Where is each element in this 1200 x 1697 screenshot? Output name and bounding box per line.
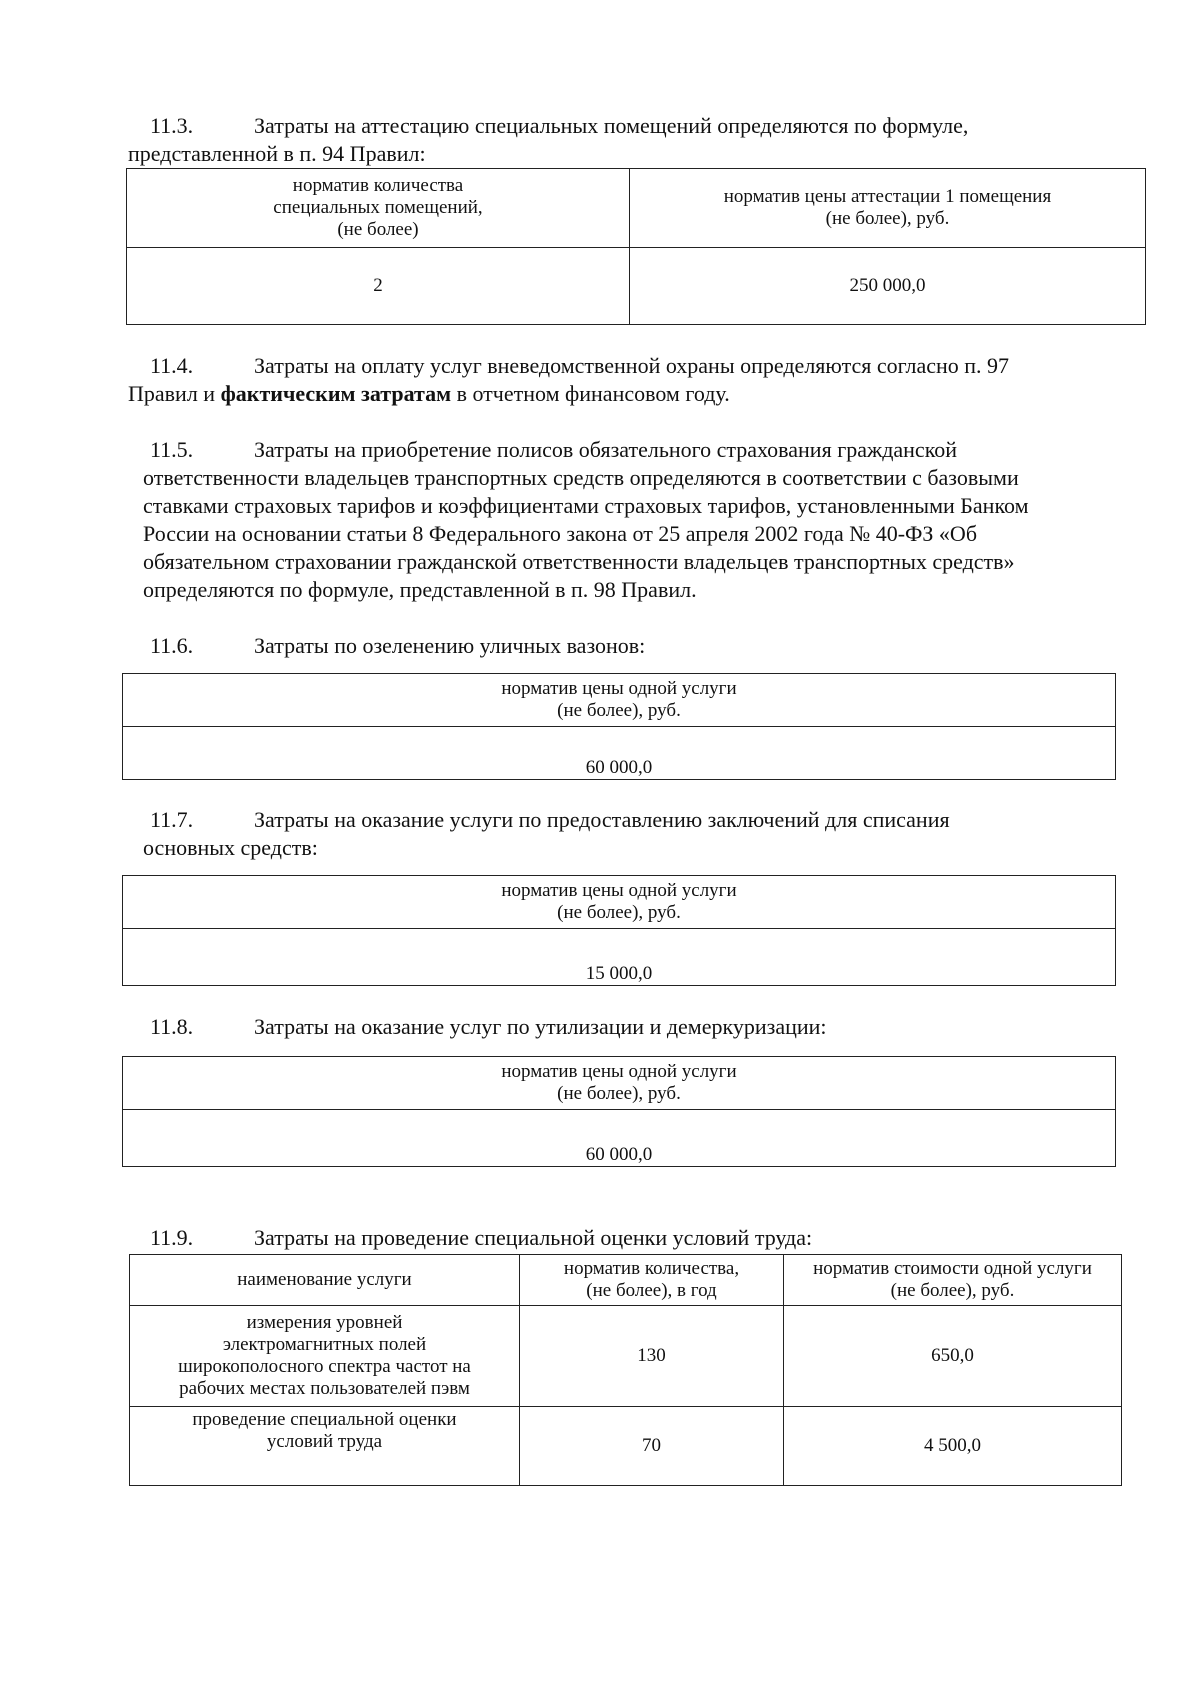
header-line: норматив цены одной услуги — [501, 678, 737, 699]
cell-line: электромагнитных полей — [222, 1334, 427, 1355]
section-11-5 — [143, 436, 1121, 604]
price-cell: 650,0 — [784, 1306, 1122, 1407]
paragraph-line: Затраты на оплату услуг вневедомственной охраны определяются согласно п. 97 — [254, 353, 1010, 378]
table-11-7 — [122, 875, 1116, 986]
paragraph-line: представленной в п. 94 Правил: — [128, 141, 426, 166]
header-line: специальных помещений, — [273, 197, 483, 218]
section-number: 11.6. — [150, 633, 194, 658]
header-line: (не более), руб. — [825, 208, 950, 229]
header-cell — [123, 1057, 1116, 1110]
text-run: в отчетном финансовом году. — [451, 381, 730, 406]
section-title: Затраты на проведение специальной оценки условий труда: — [254, 1225, 813, 1250]
paragraph-line: определяются по формуле, представленной в п. 98 Правил. — [143, 577, 697, 602]
header-cell — [127, 169, 630, 248]
qty-cell: 70 — [520, 1407, 784, 1486]
paragraph-text — [128, 1224, 1121, 1252]
name-cell — [130, 1407, 520, 1486]
bold-text-run: фактическим затратам — [220, 381, 452, 406]
text-run: Правил и — [128, 381, 221, 406]
header-cell — [784, 1255, 1122, 1306]
paragraph-text — [128, 112, 1121, 140]
header-line: (не более), в год — [586, 1280, 717, 1301]
cell-line: рабочих местах пользователей пэвм — [179, 1378, 470, 1399]
value-cell: 60 000,0 — [123, 1110, 1116, 1167]
section-11-3 — [128, 112, 1121, 168]
paragraph-line: Затраты на аттестацию специальных помещений определяются по формуле, — [254, 113, 969, 138]
paragraph-text — [128, 632, 1121, 660]
qty-cell: 130 — [520, 1306, 784, 1407]
section-11-6 — [128, 632, 1121, 660]
paragraph-text — [128, 352, 1121, 380]
header-line: (не более), руб. — [557, 700, 681, 721]
table-row — [123, 1110, 1116, 1167]
header-line: норматив стоимости одной услуги — [813, 1258, 1092, 1279]
header-line: (не более), руб. — [557, 902, 681, 923]
header-cell — [123, 674, 1116, 727]
paragraph-line: ставками страховых тарифов и коэффициентами страховых тарифов, установленными Банком — [143, 493, 1029, 518]
name-cell — [130, 1306, 520, 1407]
paragraph-line — [128, 380, 1121, 408]
section-number: 11.9. — [150, 1225, 194, 1250]
table-header-row — [123, 876, 1116, 929]
header-cell — [630, 169, 1146, 248]
header-cell — [520, 1255, 784, 1306]
table-row — [130, 1306, 1122, 1407]
table-row — [127, 248, 1146, 325]
cell-line: измерения уровней — [246, 1312, 403, 1333]
paragraph-line: основных средств: — [143, 835, 318, 860]
section-number: 11.5. — [150, 437, 194, 462]
value-cell: 2 — [127, 248, 630, 325]
paragraph-line: Затраты на оказание услуги по предоставлению заключений для списания — [254, 807, 950, 832]
section-number: 11.3. — [150, 113, 194, 138]
price-cell: 4 500,0 — [784, 1407, 1122, 1486]
section-11-7 — [143, 806, 1121, 862]
section-11-4 — [128, 352, 1121, 408]
paragraph-text — [128, 1013, 1121, 1041]
table-header-row — [123, 1057, 1116, 1110]
table-header-row — [127, 169, 1146, 248]
table-header-row — [130, 1255, 1122, 1306]
section-number: 11.4. — [150, 353, 194, 378]
section-title: Затраты на оказание услуг по утилизации и демеркуризации: — [254, 1014, 827, 1039]
paragraph-line: Затраты на приобретение полисов обязательного страхования гражданской — [254, 437, 958, 462]
paragraph-text — [143, 436, 1121, 464]
value-cell: 15 000,0 — [123, 929, 1116, 986]
cell-line: условий труда — [266, 1431, 383, 1452]
paragraph-line: России на основании статьи 8 Федерального закона от 25 апреля 2002 года № 40-ФЗ «Об — [143, 521, 978, 546]
section-number: 11.7. — [150, 807, 194, 832]
value-cell: 250 000,0 — [630, 248, 1146, 325]
table-header-row — [123, 674, 1116, 727]
table-11-6 — [122, 673, 1116, 780]
paragraph-line: обязательном страховании гражданской ответственности владельцев транспортных средств» — [143, 549, 1015, 574]
cell-line: широкополосного спектра частот на — [178, 1356, 471, 1377]
paragraph-line: ответственности владельцев транспортных средств определяются в соответствии с базовыми — [143, 465, 1019, 490]
section-11-8 — [128, 1013, 1121, 1041]
header-cell: наименование услуги — [130, 1255, 520, 1306]
table-row — [130, 1407, 1122, 1486]
paragraph-text — [143, 806, 1121, 834]
header-line: (не более) — [337, 219, 419, 240]
header-line: норматив цены одной услуги — [501, 1061, 737, 1082]
header-line: (не более), руб. — [890, 1280, 1015, 1301]
table-row — [123, 929, 1116, 986]
header-line: норматив цены аттестации 1 помещения — [723, 186, 1052, 207]
header-line: норматив количества, — [563, 1258, 740, 1279]
header-cell — [123, 876, 1116, 929]
table-11-8 — [122, 1056, 1116, 1167]
section-11-9 — [128, 1224, 1121, 1252]
table-row — [123, 727, 1116, 780]
header-line: (не более), руб. — [557, 1083, 681, 1104]
table-11-3 — [126, 168, 1146, 325]
header-line: норматив цены одной услуги — [501, 880, 737, 901]
section-title: Затраты по озеленению уличных вазонов: — [254, 633, 646, 658]
header-line: норматив количества — [292, 175, 464, 196]
value-cell: 60 000,0 — [123, 727, 1116, 780]
table-11-9 — [129, 1254, 1122, 1486]
cell-line: проведение специальной оценки — [192, 1409, 457, 1430]
section-number: 11.8. — [150, 1014, 194, 1039]
